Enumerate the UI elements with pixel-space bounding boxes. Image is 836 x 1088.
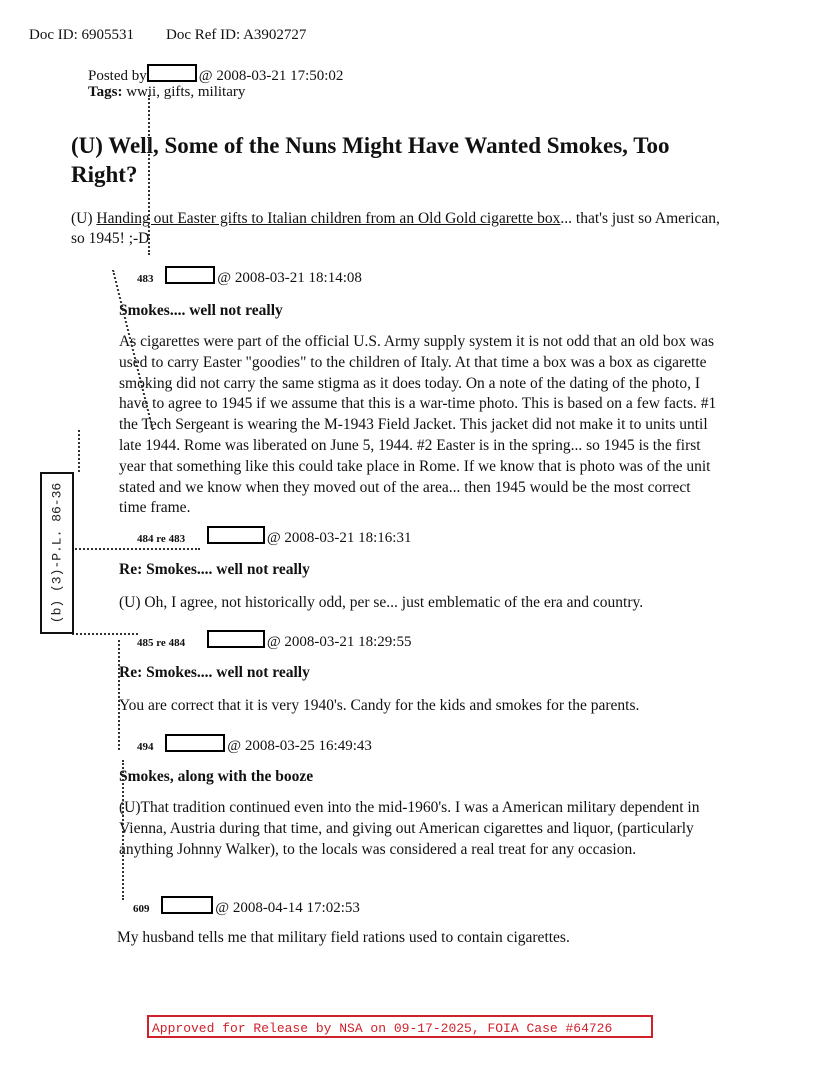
redaction-box [165, 266, 215, 284]
doc-id: Doc ID: 6905531 [29, 27, 134, 43]
comment-timestamp: @ 2008-03-21 18:14:08 [217, 270, 362, 286]
comment-header [137, 526, 411, 547]
comment-number: 483 [137, 273, 154, 285]
tags-line [88, 84, 245, 101]
posted-by-label: Posted by [88, 68, 147, 84]
comment-timestamp: @ 2008-03-21 18:16:31 [266, 530, 412, 546]
comment-number: 484 re 483 [137, 533, 186, 545]
redaction-box [207, 630, 265, 648]
comment-timestamp: @ 2008-04-14 17:02:53 [215, 900, 360, 916]
redaction-box [147, 64, 197, 82]
tags-value[interactable]: wwii, gifts, military [126, 84, 246, 100]
exemption-label: (b) (3)-P.L. 86-36 [49, 482, 65, 624]
dotted-connector [148, 95, 150, 255]
release-stamp: Approved for Release by NSA on 09-17-2025, FOIA Case #64726 [147, 1015, 653, 1038]
intro-link[interactable]: Handing out Easter gifts to Italian children from an Old Gold cigarette box [96, 210, 561, 227]
doc-ref-id: Doc Ref ID: A3902727 [166, 27, 307, 43]
comment-header [137, 266, 362, 287]
dotted-connector [122, 760, 124, 900]
redaction-box [161, 896, 213, 914]
dotted-connector [72, 548, 200, 550]
comment-body: You are correct that it is very 1940's. Candy for the kids and smokes for the parents. [119, 697, 640, 714]
comment-title: Re: Smokes.... well not really [119, 664, 310, 681]
comment-title: Smokes.... well not really [119, 302, 283, 319]
comment-header [133, 896, 360, 917]
dotted-connector [78, 430, 80, 472]
comment-title: Re: Smokes.... well not really [119, 561, 310, 578]
exemption-box [40, 472, 74, 634]
comment-number: 485 re 484 [137, 637, 186, 649]
comment-body: My husband tells me that military field rations used to contain cigarettes. [117, 929, 570, 946]
intro-rest: ... that's just so American, [560, 210, 720, 227]
post-intro-line2: so 1945! ;-D [71, 230, 150, 247]
post-intro [71, 209, 720, 229]
comment-header [137, 630, 411, 651]
comment-timestamp: @ 2008-03-21 18:29:55 [266, 634, 412, 650]
redaction-box [165, 734, 225, 752]
comment-number: 494 [137, 741, 154, 753]
comment-title: Smokes, along with the booze [119, 768, 314, 785]
post-title-line2: Right? [71, 162, 138, 187]
comment-number: 609 [133, 903, 150, 915]
comment-body: As cigarettes were part of the official U.S. Army supply system it is not odd that an old box was used to carry Easter "goodies" to the children of Italy. At that time a box was a box as cigarette smoking did not carry the same stigma as it does today. On a note of the dating of the photo, I have to agree to 1945 if we assume that this is a war-time photo. This is based on a few facts. #1 the Tech Sergeant is wearing the M-1943 Field Jacket. This jacket did not make it to units until late 1944. Rome was liberated on June 5, 1944. #2 Easter is in the spring... so 1945 is the first year that something like this could take place in Rome. If we know that is photo was of the unit stated and we know when they moved out of the area... then 1945 would be the most correct time frame. [119, 333, 717, 517]
comment-timestamp: @ 2008-03-25 16:49:43 [227, 738, 372, 754]
posted-by-line [88, 64, 343, 85]
comment-header [137, 734, 372, 755]
post-timestamp: @ 2008-03-21 17:50:02 [198, 68, 344, 84]
post-title-line1: (U) Well, Some of the Nuns Might Have Wanted Smokes, Too [71, 133, 670, 158]
dotted-connector [72, 633, 138, 635]
intro-prefix: (U) [71, 210, 97, 227]
redaction-box [207, 526, 265, 544]
tags-label: Tags: [88, 84, 123, 100]
dotted-connector [118, 640, 120, 750]
comment-body: (U) Oh, I agree, not historically odd, per se... just emblematic of the era and country. [119, 594, 644, 611]
comment-body: (U)That tradition continued even into the mid-1960's. I was a American military dependent in Vienna, Austria during that time, and giving out American cigarettes and liquor, (particularly anything Johnny Walker), to the locals was considered a real treat for any occasion. [119, 799, 700, 858]
